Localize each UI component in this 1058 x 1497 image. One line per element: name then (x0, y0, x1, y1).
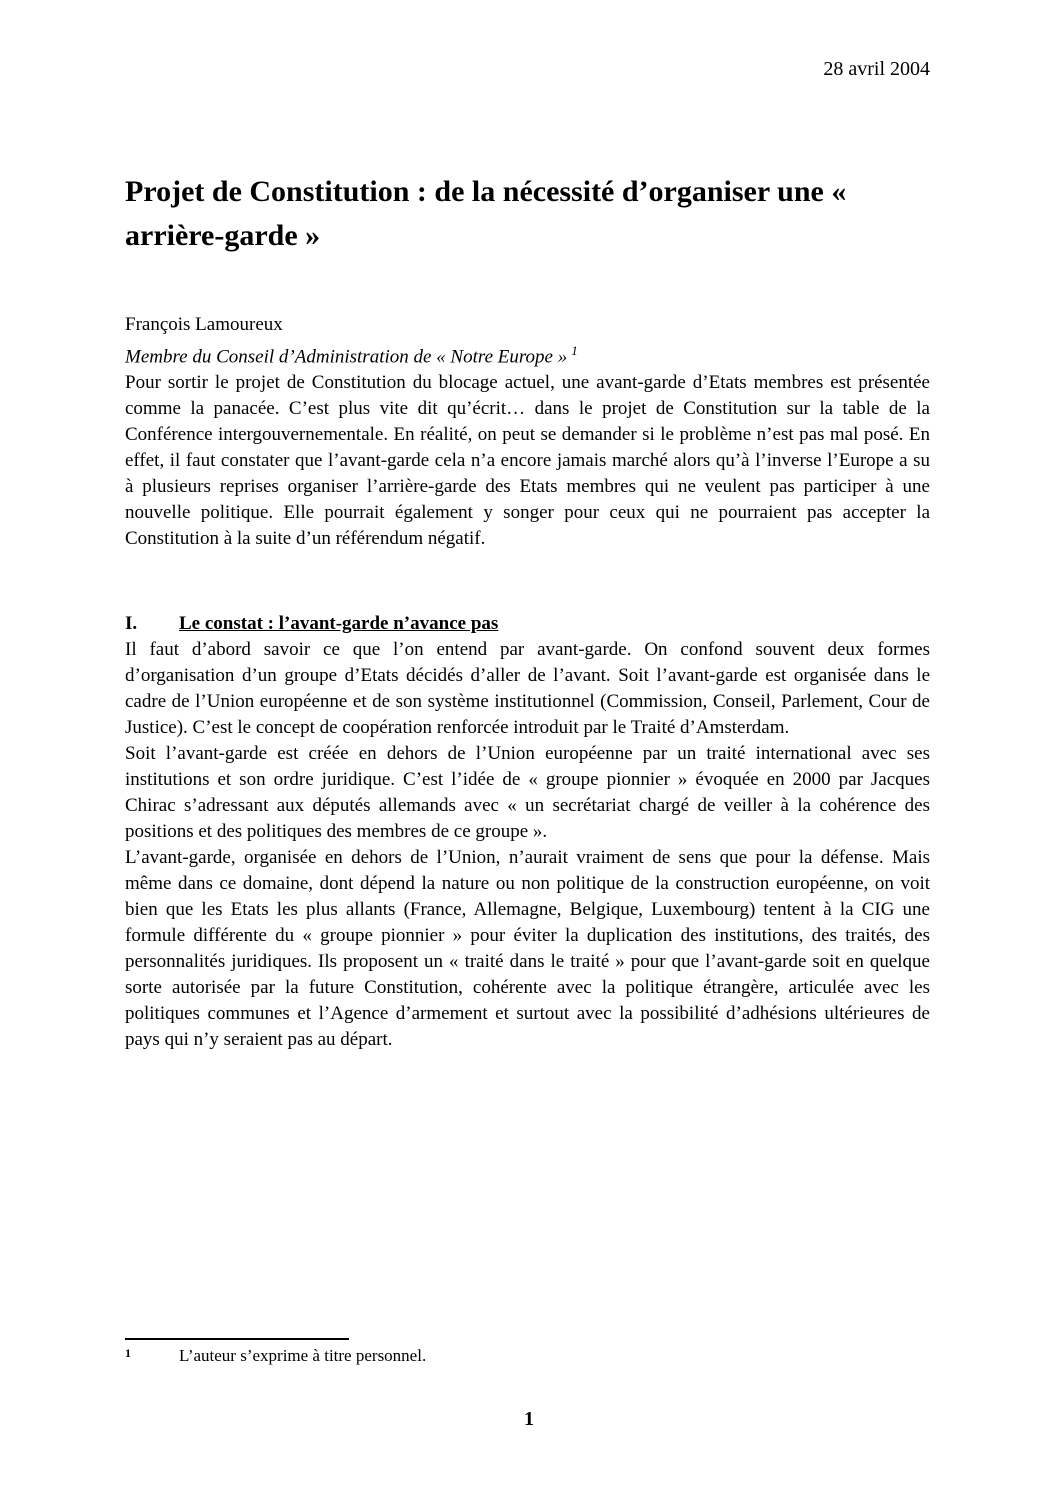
footnote-text: L’auteur s’exprime à titre personnel. (179, 1346, 427, 1365)
footnote-area (125, 1338, 930, 1367)
author-affiliation-text: Membre du Conseil d’Administration de « Notre Europe » (125, 346, 568, 368)
page-number: 1 (524, 1408, 534, 1430)
footnote-separator (125, 1338, 349, 1340)
body-paragraph: Il faut d’abord savoir ce que l’on entend par avant-garde. On confond souvent deux formes d’organisation d’un groupe d’Etats décidés d’aller de l’avant. Soit l’avant-garde est organisée dans le cadre de l’Union européenne et de son système institutionnel (Commission, Conseil, Parlement, Cour de Justice). C’est le concept de coopération renforcée introduit par le Traité d’Amsterdam. (125, 639, 930, 739)
author-affiliation (125, 338, 930, 370)
intro-paragraph: Pour sortir le projet de Constitution du blocage actuel, une avant-garde d’Etats membres est présentée comme la panacée. C’est plus vite dit qu’écrit… dans le projet de Constitution sur la table de la Conférence intergouvernementale. En réalité, on peut se demander si le problème n’est pas mal posé. En effet, il faut constater que l’avant-garde cela n’a encore jamais marché alors qu’à l’inverse l’Europe a su à plusieurs reprises organiser l’arrière-garde des Etats membres qui ne veulent pas participer à une nouvelle politique. Elle pourrait également y songer pour ceux qui ne pourraient pas accepter la Constitution à la suite d’un référendum négatif. (125, 372, 930, 550)
section-heading (125, 611, 930, 637)
author-footnote-reference: 1 (571, 343, 578, 358)
footnote (125, 1345, 930, 1367)
body-paragraph: L’avant-garde, organisée en dehors de l’Union, n’aurait vraiment de sens que pour la défense. Mais même dans ce domaine, dont dépend la nature ou non politique de la construction européenne, on voit bien que les Etats les plus allants (France, Allemagne, Belgique, Luxembourg) tentent à la CIG une formule différente du « groupe pionnier » pour éviter la duplication des institutions, des traités, des personnalités juridiques. Ils proposent un « traité dans le traité » pour que l’avant-garde soit en quelque sorte autorisée par la future Constitution, cohérente avec la politique étrangère, articulée avec les politiques communes et l’Agence d’armement et surtout avec la possibilité d’adhésions ultérieures de pays qui n’y seraient pas au départ. (125, 847, 930, 1051)
section-numeral: I. (125, 613, 138, 635)
footnote-number: 1 (125, 1346, 131, 1360)
author-block (125, 312, 930, 370)
body-paragraph: Soit l’avant-garde est créée en dehors de l’Union européenne par un traité international avec ses institutions et son ordre juridique. C’est l’idée de « groupe pionnier » évoquée en 2000 par Jacques Chirac s’adressant aux députés allemands avec « un secrétariat chargé de veiller à la cohérence des positions et des politiques des membres de ce groupe ». (125, 743, 930, 843)
document-title: Projet de Constitution : de la nécessité d’organiser une « arrière-garde » (125, 175, 847, 252)
author-name: François Lamoureux (125, 314, 283, 335)
document-date: 28 avril 2004 (823, 58, 930, 80)
section-title: Le constat : l’avant-garde n’avance pas (179, 613, 499, 635)
